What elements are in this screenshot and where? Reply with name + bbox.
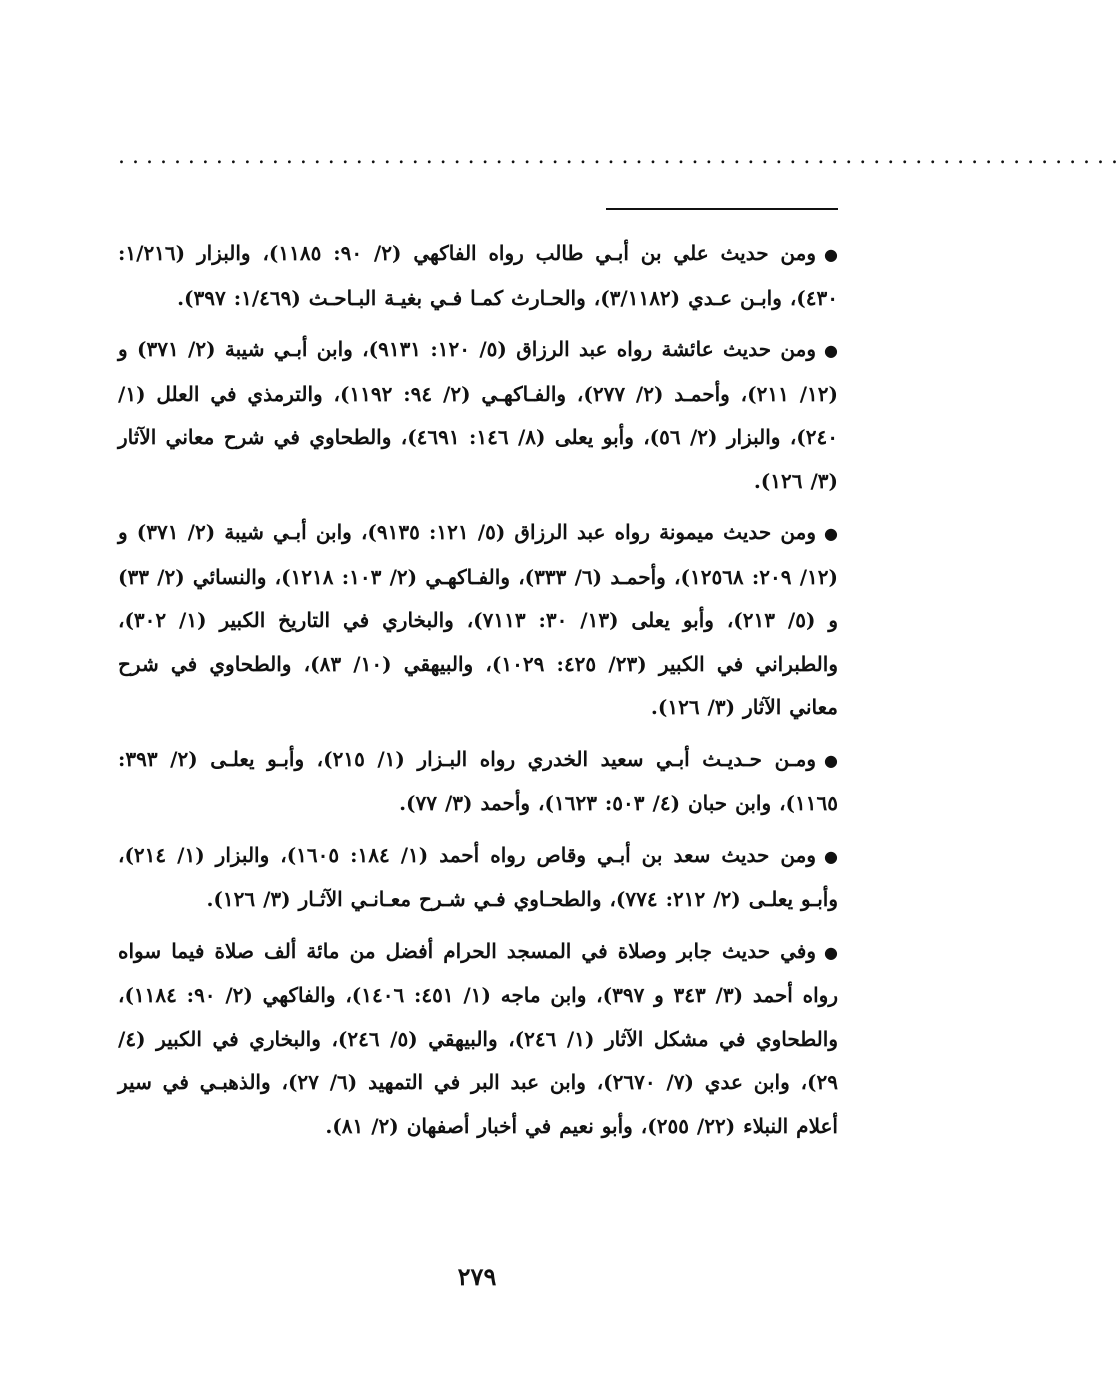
footnote-jabir	[118, 930, 838, 1149]
footnote-text: ومن حديث علي بن أبـي طالب رواه الفاكهي (٢/ ٩٠: ١١٨٥)، والبزار (١/٢١٦: ٤٣٠)، وابـن عـدي (٣/١١٨٢)، والحـارث كمـا فـي بغيـة البـاحـث (١/٤٦٩: ٣٩٧).	[118, 241, 838, 310]
footnote-rule	[606, 208, 838, 210]
footnote-text: ومـن حـديـث أبـي سعيد الخدري رواه البـزار (١/ ٢١٥)، وأبـو يعلـى (٢/ ٣٩٣: ١١٦٥)، وابن حبان (٤/ ٥٠٣: ١٦٢٣)، وأحمد (٣/ ٧٧).	[118, 746, 838, 815]
bullet-icon: ●	[824, 524, 838, 543]
bullet-icon: ●	[824, 341, 838, 360]
footnotes-section	[118, 232, 838, 1156]
footnote-maymuna	[118, 511, 838, 730]
footnote-text: ومن حديث ميمونة رواه عبد الرزاق (٥/ ١٢١: ٩١٣٥)، وابن أبـي شيبة (٢/ ٣٧١) و (١٢/ ٢٠٩: ١٢٥٦٨)، وأحمـد (٦/ ٣٣٣)، والفـاكهـي (٢/ ١٠٣: ١٢١٨)، والنسائي (٢/ ٣٣) و (٥/ ٢١٣)، وأبو يعلى (١٣/ ٣٠: ٧١١٣)، والبخاري في التاريخ الكبير (١/ ٣٠٢)، والطبراني في الكبير (٢٣/ ٤٢٥: ١٠٢٩)، والبيهقي (١٠/ ٨٣)، والطحاوي في شرح معاني الآثار (٣/ ١٢٦).	[118, 520, 838, 719]
footnote-text: وفي حديث جابر وصلاة في المسجد الحرام أفضل من مائة ألف صلاة فيما سواه رواه أحمد (٣/ ٣٤٣ و ٣٩٧)، وابن ماجه (١/ ٤٥١: ١٤٠٦)، والفاكهي (٢/ ٩٠: ١١٨٤)، والطحاوي في مشكل الآثار (١/ ٢٤٦)، والبيهقي (٥/ ٢٤٦)، والبخاري في الكبير (٤/ ٢٩)، وابن عدي (٧/ ٢٦٧٠)، وابن عبد البر في التمهيد (٦/ ٢٧)، والذهبـي في سير أعلام النبلاء (٢٢/ ٢٥٥)، وأبو نعيم في أخبار أصفهان (٢/ ٨١).	[118, 938, 838, 1138]
footnote-abu-said	[118, 738, 838, 826]
dotted-separator: . . . . . . . . . . . . . . . . . . . . . . . . . . . . . . . . . . . . . . . . . . . . . . . . . . . . . . . . . . . . . . . . . . . . . . . .	[118, 144, 1118, 169]
bullet-icon: ●	[824, 942, 838, 962]
footnote-text: ومن حديث سعد بن أبـي وقاص رواه أحمد (١/ ١٨٤: ١٦٠٥)، والبزار (١/ ٢١٤)، وأبـو يعلـى (٢/ ٢١٢: ٧٧٤)، والطحـاوي فـي شـرح معـانـي الآثـار (٣/ ١٢٦).	[118, 842, 838, 911]
bullet-icon: ●	[824, 245, 838, 264]
footnote-text: ومن حديث عائشة رواه عبد الرزاق (٥/ ١٢٠: ٩١٣١)، وابن أبـي شيبة (٢/ ٣٧١) و (١٢/ ٢١١)، وأحمـد (٢/ ٢٧٧)، والفـاكهـي (٢/ ٩٤: ١١٩٢)، والترمذي في العلل (١/ ٢٤٠)، والبزار (٢/ ٥٦)، وأبو يعلى (٨/ ١٤٦: ٤٦٩١)، والطحاوي في شرح معاني الآثار (٣/ ١٢٦).	[118, 337, 838, 493]
bullet-icon: ●	[824, 846, 838, 866]
page-number: ٢٧٩	[457, 1262, 497, 1291]
footnote-aisha	[118, 328, 838, 503]
footnote-ali	[118, 232, 838, 320]
footnote-saad	[118, 834, 838, 922]
bullet-icon: ●	[824, 750, 838, 770]
